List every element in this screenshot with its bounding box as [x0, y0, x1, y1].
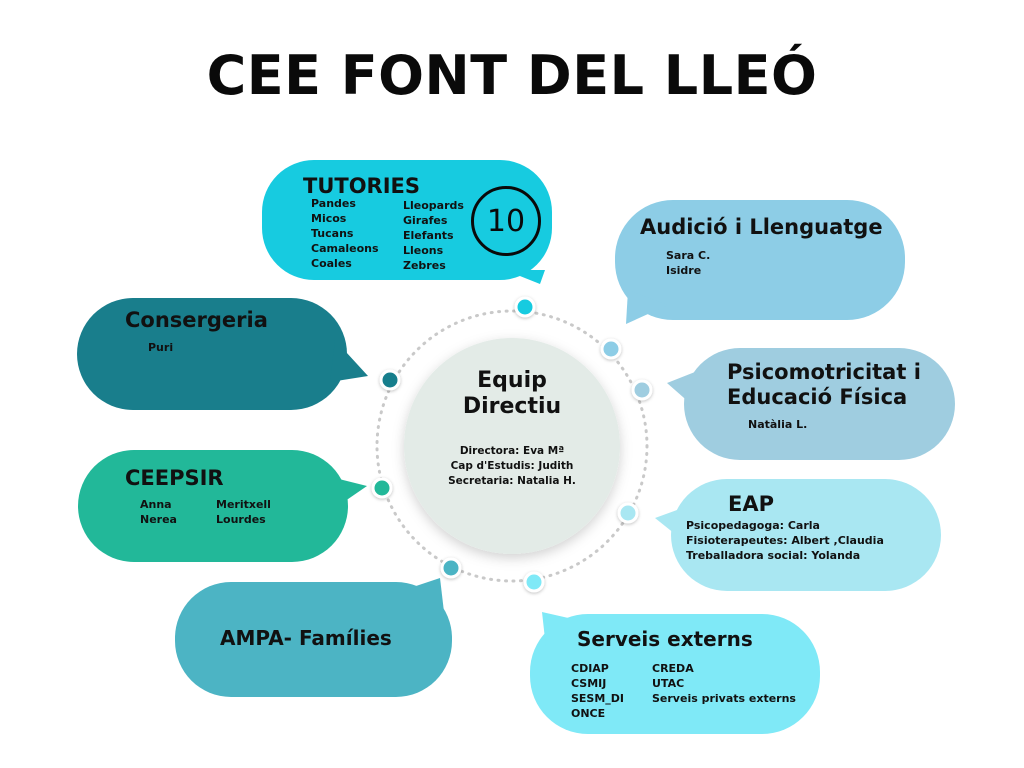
audicio-title: Audició i Llenguatge	[640, 215, 883, 239]
ceepsir-list-1	[140, 497, 177, 527]
consergeria-title: Consergeria	[125, 308, 268, 332]
list-item: Directora: Eva Mª	[459, 445, 565, 457]
list-item: Isidre	[666, 264, 702, 277]
list-item: Psicopedagoga: Carla	[686, 519, 820, 532]
tutories-title: TUTORIES	[303, 174, 421, 198]
list-item: Camaleons	[311, 242, 379, 255]
ceepsir-list-2	[216, 497, 271, 527]
list-item: Tucans	[311, 227, 354, 240]
ring-dot-ampa	[442, 559, 460, 577]
list-item: Treballadora social: Yolanda	[686, 549, 861, 562]
list-item: Lourdes	[216, 513, 266, 526]
list-item: Sara C.	[666, 249, 711, 262]
serveis-title: Serveis externs	[577, 627, 753, 651]
ring-dot-ceepsir	[373, 479, 391, 497]
list-item: ONCE	[571, 707, 606, 720]
list-item: CSMIJ	[571, 677, 607, 690]
list-item: Lleopards	[403, 199, 464, 212]
serveis-list-1	[571, 661, 624, 721]
list-item: Cap d'Estudis: Judith	[450, 460, 574, 472]
psicomotricitat-bubble-tail	[667, 370, 700, 412]
ampa-title: AMPA- Famílies	[220, 626, 392, 650]
list-item: Elefants	[403, 229, 454, 242]
ring-dot-consergeria	[381, 371, 399, 389]
center-title-line-2: Directiu	[462, 394, 562, 419]
tutories-list-1	[311, 196, 379, 271]
ring-dot-eap	[619, 504, 637, 522]
list-item: Fisioterapeutes: Albert ,Claudia	[686, 534, 884, 547]
ceepsir-title: CEEPSIR	[125, 466, 224, 490]
list-item: Secretaria: Natalia H.	[448, 475, 576, 487]
list-item: Micos	[311, 212, 347, 225]
center-title-line-1: Equip	[477, 368, 547, 393]
serveis-list-2	[652, 661, 796, 706]
list-item: Coales	[311, 257, 352, 270]
list-item: Nerea	[140, 513, 177, 526]
list-item: CDIAP	[571, 662, 609, 675]
audicio-members	[666, 248, 710, 278]
consergeria-bubble-tail	[330, 340, 368, 382]
list-item: Serveis privats externs	[652, 692, 796, 705]
consergeria-members	[148, 340, 173, 355]
psicomotricitat-members	[748, 417, 807, 432]
list-item: Pandes	[311, 197, 356, 210]
ceepsir-bubble-tail	[335, 478, 367, 508]
center-title	[402, 368, 622, 420]
center-members	[402, 444, 622, 489]
list-item: Puri	[148, 341, 174, 354]
eap-title: EAP	[728, 492, 774, 516]
ring-dot-psicomotricitat	[633, 381, 651, 399]
list-item: Anna	[140, 498, 172, 511]
list-item: Lleons	[403, 244, 444, 257]
ring-dot-audicio	[602, 340, 620, 358]
tutories-list-2	[403, 198, 464, 273]
list-item: Zebres	[403, 259, 446, 272]
tutories-count-badge: 10	[471, 186, 541, 256]
list-item: CREDA	[652, 662, 694, 675]
ring-dot-tutories	[516, 298, 534, 316]
ring-dot-serveis	[525, 573, 543, 591]
list-item: SESM_DI	[571, 692, 625, 705]
list-item: Girafes	[403, 214, 448, 227]
psicomotricitat-title	[727, 360, 921, 410]
eap-members	[686, 518, 884, 563]
page-title: CEE FONT DEL LLEÓ	[206, 44, 818, 107]
list-item: UTAC	[652, 677, 685, 690]
psicomotricitat-title-line-2: Educació Física	[727, 385, 908, 409]
list-item: Natàlia L.	[748, 418, 808, 431]
psicomotricitat-title-line-1: Psicomotricitat i	[727, 360, 921, 384]
list-item: Meritxell	[216, 498, 271, 511]
